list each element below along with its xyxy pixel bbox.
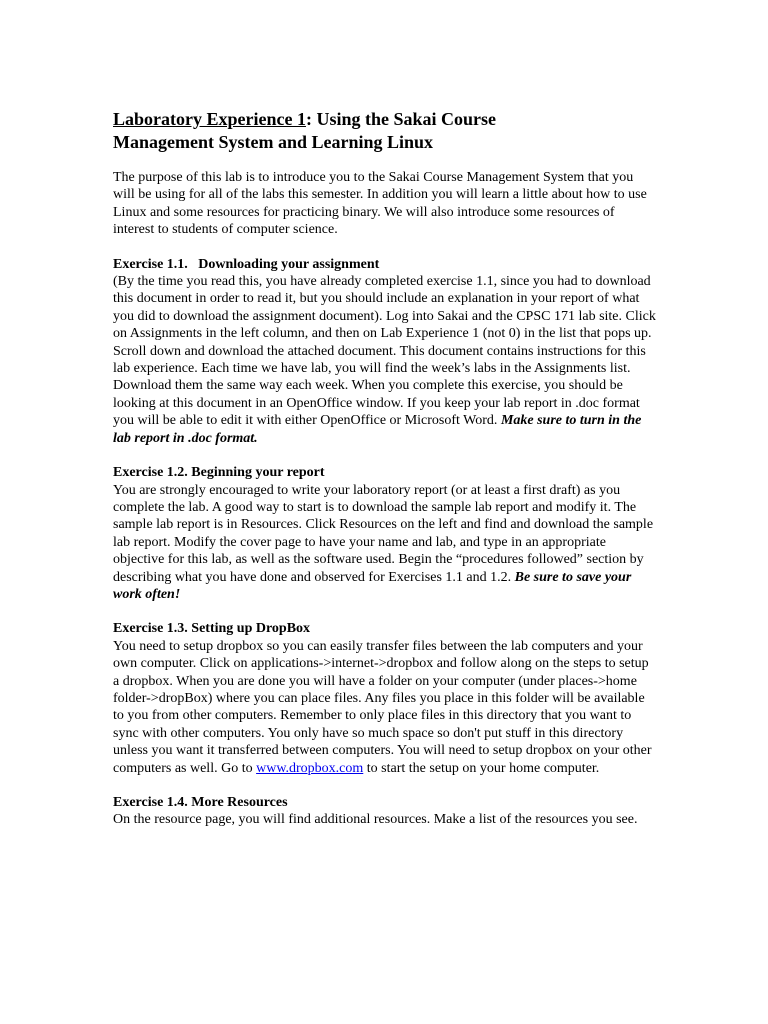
exercise-1-2-emphasis: Be sure to save your work often! xyxy=(113,569,632,602)
exercise-1-4-heading: Exercise 1.4. More Resources xyxy=(113,795,288,810)
exercise-1-2-heading: Exercise 1.2. Beginning your report xyxy=(113,465,325,481)
title-line-2: Management System and Learning Linux xyxy=(113,132,434,152)
exercise-1-4-section xyxy=(113,794,658,829)
dropbox-link[interactable]: www.dropbox.com xyxy=(256,760,364,776)
title-lab-name: Laboratory Experience 1 xyxy=(113,109,306,129)
exercise-1-3-body xyxy=(113,638,658,777)
title-rest: : Using the Sakai Course xyxy=(305,109,496,129)
exercise-1-1-heading: Exercise 1.1. Downloading your assignment xyxy=(113,256,380,272)
exercise-1-4-body: On the resource page, you will find additional resources. Make a list of the resources you see. xyxy=(113,812,638,828)
exercise-1-1-section xyxy=(113,256,658,447)
exercise-1-3-section xyxy=(113,620,658,777)
document-title xyxy=(113,108,658,154)
exercise-1-2-text: You are strongly encouraged to write your laboratory report (or at least a first draft) as you complete the lab. A good way to start is to download the sample lab report and modify it. The sample lab report is in Resources. Click Resources on the left and find and download the sample lab report. Modify the cover page to have your name and lab, and type in an appropriate objective for this lab, as well as the software used. Begin the “procedures followed” section by describing what you have done and observed for Exercises 1.1 and 1.2. xyxy=(113,482,654,585)
intro-paragraph: The purpose of this lab is to introduce you to the Sakai Course Management System that you will be using for all of the labs this semester. In addition you will learn a little about how to use Linux and some resources for practicing binary. We will also introduce some resources of interest to students of computer science. xyxy=(113,170,647,238)
exercise-1-2-section xyxy=(113,464,658,603)
exercise-1-3-text: You need to setup dropbox so you can easily transfer files between the lab computers and your own computer. Click on applications->internet->dropbox and follow along on the steps to setup a dropbox. When you are done you will have a folder on your computer (under places->home folder->dropBox) where you can place files. Any files you place in this folder will be available to you from other computers. Remember to only place files in this directory that you want to sync with other computers. You only have so much space so don't put stuff in this directory unless you want it transferred between computers. You will need to setup dropbox on your other computers as well. Go to xyxy=(113,638,652,776)
exercise-1-3-after-link: to start the setup on your home computer. xyxy=(363,760,600,776)
exercise-1-1-emphasis: Make sure to turn in the lab report in .doc format. xyxy=(113,413,642,446)
exercise-1-1-text: (By the time you read this, you have already completed exercise 1.1, since you had to download this document in order to read it, but you should include an explanation in your report of what you did to download the assignment document). Log into Sakai and the CPSC 171 lab site. Click on Assignments in the left column, and then on Lab Experience 1 (not 0) in the list that pops up. Scroll down and download the attached document. This document contains instructions for this lab experience. Each time we have lab, you will find the week’s labs in the Assignments list. Download them the same way each week. When you complete this exercise, you should be looking at this document in an OpenOffice window. If you keep your lab report in .doc format you will be able to edit it with either OpenOffice or Microsoft Word. xyxy=(113,274,656,429)
exercise-1-1-body xyxy=(113,273,658,447)
exercise-1-2-body xyxy=(113,482,658,604)
exercise-1-3-heading: Exercise 1.3. Setting up DropBox xyxy=(113,621,311,637)
